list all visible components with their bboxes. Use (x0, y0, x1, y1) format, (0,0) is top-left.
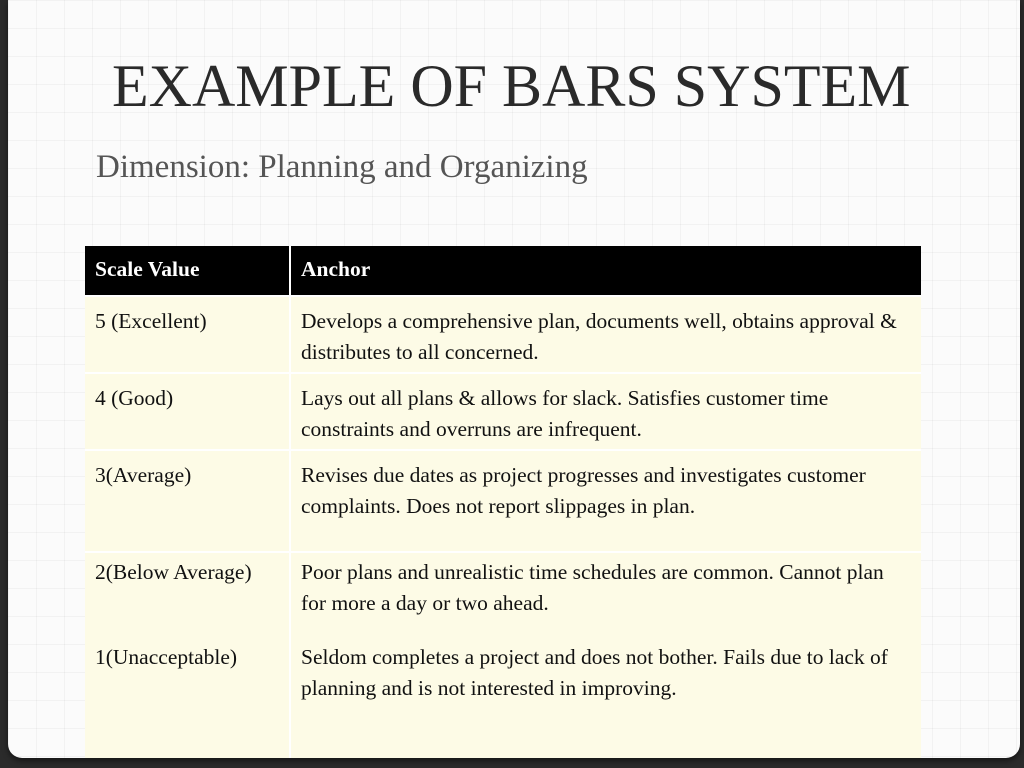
table-row (85, 636, 921, 758)
scale-value-cell: 3(Average) (85, 450, 290, 552)
scale-value-cell: 1(Unacceptable) (85, 636, 290, 758)
slide (8, 0, 1020, 758)
table-header-row (85, 246, 921, 296)
anchor-cell: Develops a comprehensive plan, documents well, obtains approval & distributes to all concerned. (290, 296, 921, 373)
anchor-cell: Lays out all plans & allows for slack. Satisfies customer time constraints and overruns are infrequent. (290, 373, 921, 450)
slide-subtitle: Dimension: Planning and Organizing (96, 149, 588, 185)
header-scale-value: Scale Value (85, 246, 290, 296)
slide-title: EXAMPLE OF BARS SYSTEM (112, 53, 911, 119)
anchor-cell: Seldom completes a project and does not bother. Fails due to lack of planning and is not interested in improving. (290, 636, 921, 758)
table-row (85, 373, 921, 450)
anchor-cell: Revises due dates as project progresses and investigates customer complaints. Does not report slippages in plan. (290, 450, 921, 552)
scale-value-cell: 4 (Good) (85, 373, 290, 450)
anchor-cell: Poor plans and unrealistic time schedules are common. Cannot plan for more a day or two ahead. (290, 552, 921, 636)
table-row (85, 450, 921, 552)
scale-value-cell: 2(Below Average) (85, 552, 290, 636)
bars-table (85, 246, 921, 758)
header-anchor: Anchor (290, 246, 921, 296)
table-row (85, 296, 921, 373)
table-row (85, 552, 921, 636)
scale-value-cell: 5 (Excellent) (85, 296, 290, 373)
